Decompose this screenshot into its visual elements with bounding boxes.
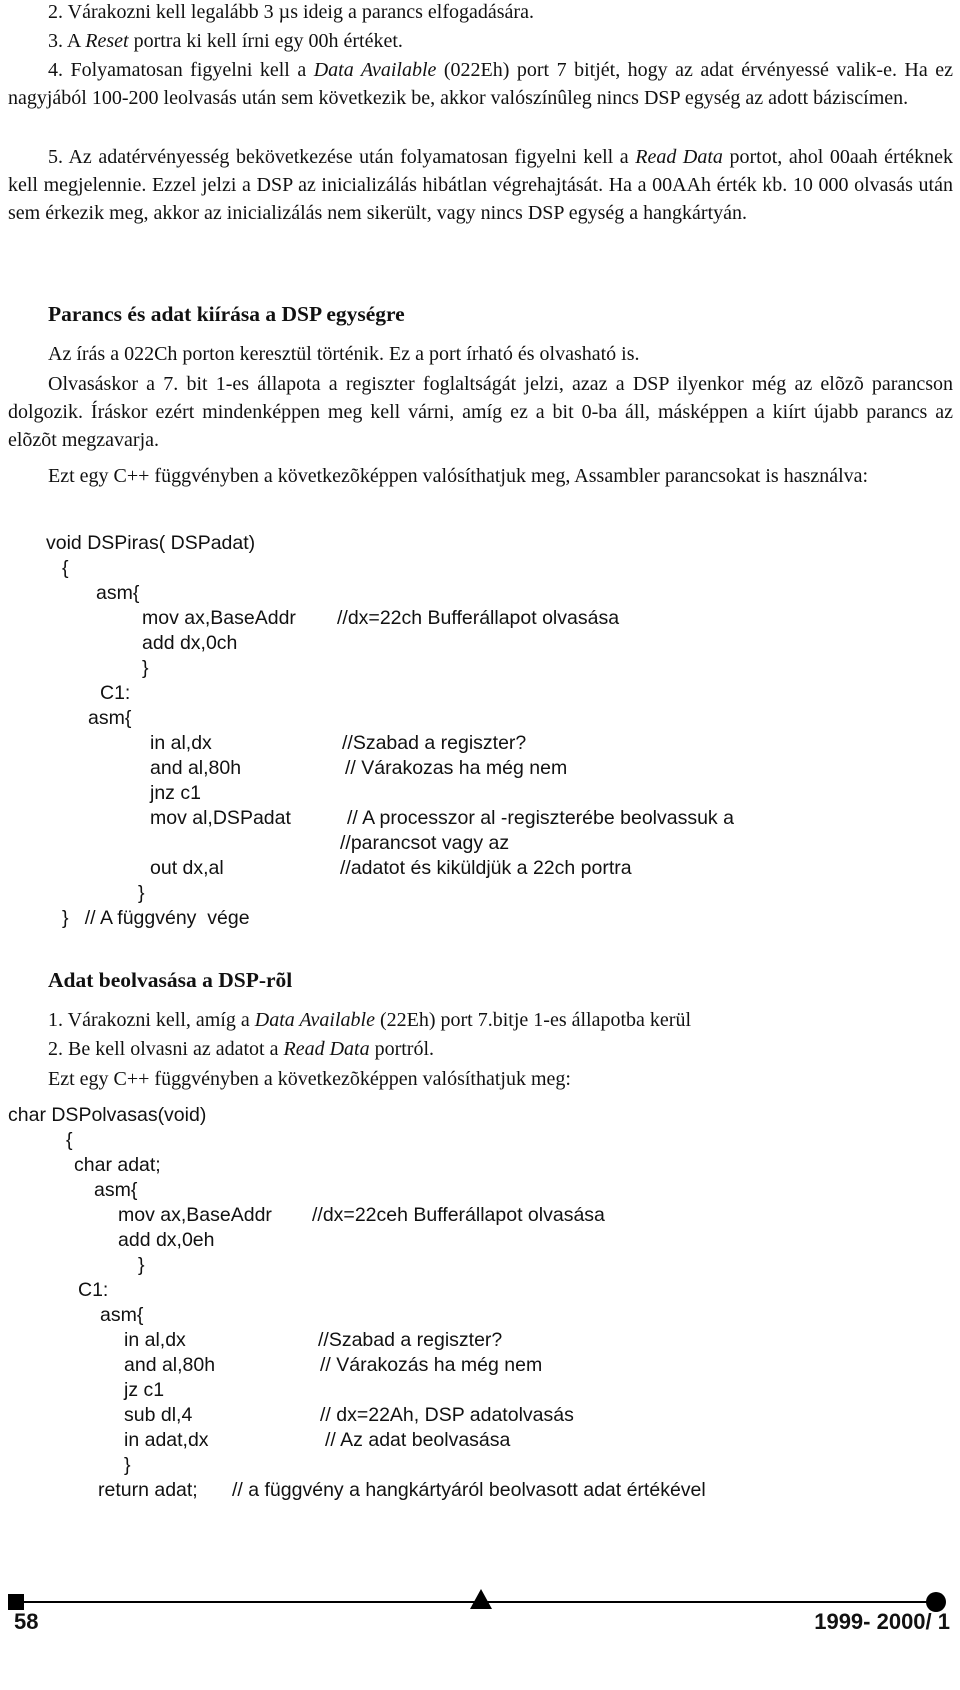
issue-number: 1999- 2000/ 1 [814, 1609, 950, 1634]
triangle-marker-icon [470, 1589, 492, 1609]
list-item-1: 1. Várakozni kell, amíg a Data Available (22Eh) port 7.bitje 1-es állapotba kerül [48, 1009, 691, 1031]
code-block-dspolvasas: char DSPolvasas(void) { char adat; asm{ mov ax,BaseAddr //dx=22ceh Bufferállapot olvasása add dx,0eh } C1: asm{ in al,dx //Szabad a regiszter? and al,80h // Várakozás ha még nem jz c1 sub dl,4 // dx=22Ah, DSP adatolvasás in adat,dx // Az adat beolvasása } return adat; // a függvény a hangkártyáról beolvasott adat értékével [8, 1104, 706, 1501]
page-number: 58 [14, 1609, 39, 1634]
list-item-5: 5. Az adatérvényesség bekövetkezése után folyamatosan figyelni kell a Read Data portot, ahol 00aah értéknek kell megjelennie. Ezzel jelzi a DSP az inicializálás hibátlan végrehajtását. Ha a 00AAh érték kb. 10 000 olvasás után sem érkezik meg, akkor az inicializálás nem sikerült, vagy nincs DSP egység a hangkártyán. [8, 146, 954, 224]
section-heading-write: Parancs és adat kiírása a DSP egységre [48, 302, 405, 326]
paragraph: Ezt egy C++ függvényben a következõképpen valósíthatjuk meg, Assambler parancsokat is használva: [48, 465, 869, 487]
code-block-dspiras: void DSPiras( DSPadat) { asm{ mov ax,BaseAddr //dx=22ch Bufferállapot olvasása add dx,0ch } C1: asm{ in al,dx //Szabad a regiszter? and al,80h // Várakozas ha még nem jnz c1 mov al,DSPadat // A processzor al -regiszterébe beolvassuk a //parancsot vagy az out dx,al //adatot és kiküldjük a 22ch portra } } // A függvény vége [46, 532, 734, 929]
list-item-2: 2. Be kell olvasni az adatot a Read Data portról. [48, 1038, 435, 1060]
section-heading-read: Adat beolvasása a DSP-rõl [48, 968, 293, 992]
paragraph: Olvasáskor a 7. bit 1-es állapota a regiszter foglaltságát jelzi, azaz a DSP ilyenkor még az elõzõ parancson dolgozik. Íráskor ezért mindenképpen meg kell várni, amíg ez a bit 0-ba áll, másképpen a kiírt újabb parancs az elõzõt megzavarja. [8, 373, 953, 451]
paragraph: Az írás a 022Ch porton keresztül történik. Ez a port írható és olvasható is. [48, 343, 640, 365]
list-item-4: 4. Folyamatosan figyelni kell a Data Available (022Eh) port 7 bitjét, hogy az adat érvényessé valik-e. Ha ez nagyjából 100-200 leolvasás után sem következik be, akkor valószínûleg nincs DSP egység az adott báziscímen. [8, 59, 953, 109]
page-footer [0, 1588, 960, 1634]
list-item-3: 3. A Reset portra ki kell írni egy 00h értéket. [48, 30, 403, 52]
list-item-2: 2. Várakozni kell legalább 3 µs ideig a parancs elfogadására. [48, 1, 534, 23]
square-marker-icon [8, 1594, 24, 1610]
paragraph: Ezt egy C++ függvényben a következõképpen valósíthatjuk meg: [48, 1068, 571, 1090]
